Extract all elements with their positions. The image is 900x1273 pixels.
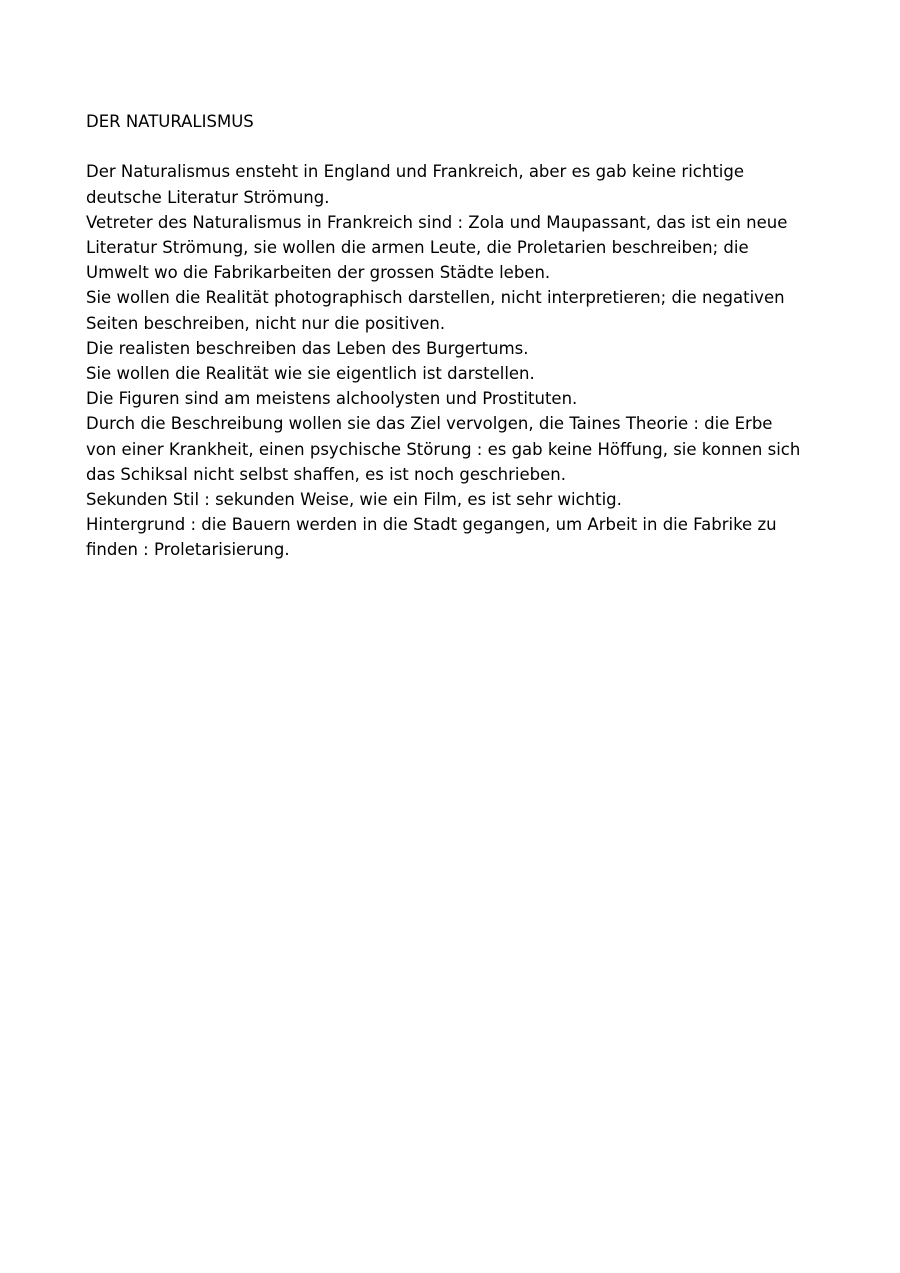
text-line: Durch die Beschreibung wollen sie das Ziel vervolgen, die Taines Theorie : die Erbe — [86, 414, 773, 434]
text-line: Der Naturalismus ensteht in England und Frankreich, aber es gab keine richtige — [86, 162, 745, 182]
text-line: deutsche Literatur Strömung. — [86, 187, 330, 207]
text-line: Literatur Strömung, sie wollen die armen Leute, die Proletarien beschreiben; die — [86, 238, 749, 257]
text-line: Die Figuren sind am meistens alchoolysten und Prostituten. — [86, 389, 578, 409]
text-line: Hintergrund : die Bauern werden in die Stadt gegangen, um Arbeit in die Fabrike zu — [86, 515, 777, 535]
text-line: Umwelt wo die Fabrikarbeiten der grossen Städte leben. — [86, 263, 551, 283]
text-line: Sie wollen die Realität photographisch darstellen, nicht interpretieren; die negativen — [86, 288, 785, 308]
text-line: Sie wollen die Realität wie sie eigentlich ist darstellen. — [86, 364, 535, 384]
text-line: Vetreter des Naturalismus in Frankreich sind : Zola und Maupassant, das ist ein neue — [86, 212, 788, 232]
text-line: von einer Krankheit, einen psychische Störung : es gab keine Höffung, sie konnen sich — [86, 439, 801, 459]
document-title: DER NATURALISMUS — [86, 112, 254, 131]
text-line: Sekunden Stil : sekunden Weise, wie ein Film, es ist sehr wichtig. — [86, 490, 622, 510]
text-line: das Schiksal nicht selbst shaffen, es ist noch geschrieben. — [86, 464, 566, 484]
paragraph-spacer — [86, 134, 826, 159]
text-line: Die realisten beschreiben das Leben des Burgertums. — [86, 338, 529, 358]
text-line: finden : Proletarisierung. — [86, 540, 290, 560]
text-line: Seiten beschreiben, nicht nur die positiven. — [86, 313, 446, 333]
document-body — [86, 109, 826, 563]
